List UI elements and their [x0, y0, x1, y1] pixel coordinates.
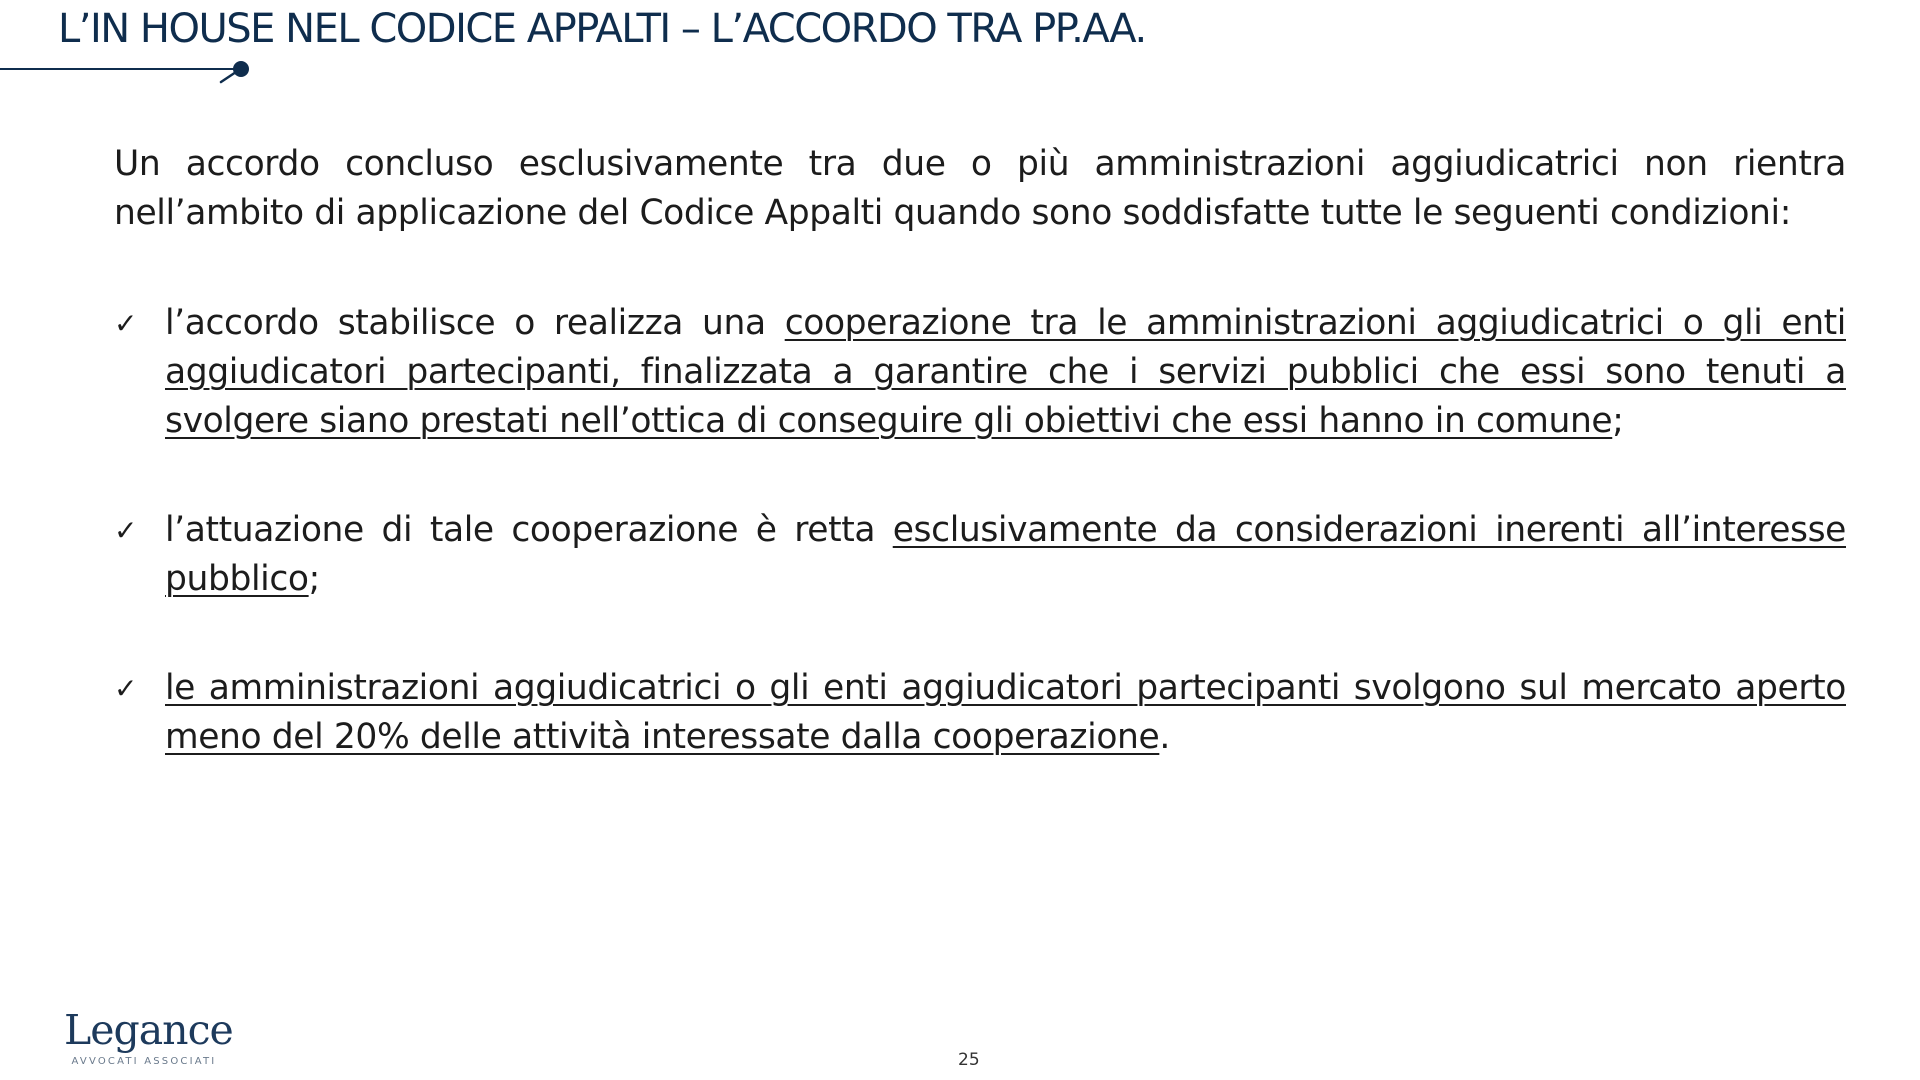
- condition-lead-text: l’accordo stabilisce o realizza una: [165, 303, 785, 343]
- condition-underlined-text: le amministrazioni aggiudicatrici o gli enti aggiudicatori partecipanti svolgono sul mercato aperto meno del 20% delle attività interessate dalla cooperazione: [165, 668, 1846, 757]
- checkmark-icon: ✓: [114, 307, 138, 340]
- logo-subtitle: AVVOCATI ASSOCIATI: [71, 1056, 217, 1067]
- logo-name: Legance: [64, 1006, 233, 1054]
- slide-title: L’IN HOUSE NEL CODICE APPALTI – L’ACCORDO TRA PP.AA.: [58, 6, 1146, 52]
- legance-logo: [64, 1006, 233, 1067]
- slide-body: [114, 140, 1846, 762]
- condition-item-cooperation: [114, 299, 1846, 446]
- title-underline-tail: [221, 72, 236, 82]
- condition-item-public-interest: [114, 506, 1846, 604]
- conditions-list: [114, 299, 1846, 762]
- condition-item-market-threshold: [114, 664, 1846, 762]
- condition-lead-text: l’attuazione di tale cooperazione è retta: [165, 510, 893, 550]
- checkmark-icon: ✓: [114, 672, 138, 705]
- intro-paragraph: Un accordo concluso esclusivamente tra due o più amministrazioni aggiudicatrici non rientra nell’ambito di applicazione del Codice Appalti quando sono soddisfatte tutte le seguenti condizioni:: [114, 144, 1846, 233]
- checkmark-icon: ✓: [114, 514, 138, 547]
- condition-underlined-text: esclusivamente da considerazioni inerenti all’interesse pubblico: [165, 510, 1846, 599]
- condition-tail-text: ;: [308, 559, 320, 599]
- condition-underlined-text: cooperazione tra le amministrazioni aggiudicatrici o gli enti aggiudicatori partecipanti, finalizzata a garantire che i servizi pubblici che essi sono tenuti a svolgere siano prestati nell’ottica di conseguire gli obiettivi che essi hanno in comune: [165, 303, 1846, 441]
- condition-tail-text: .: [1159, 717, 1170, 757]
- page-number: 25: [958, 1050, 980, 1070]
- title-underline-decoration: [0, 60, 260, 84]
- condition-tail-text: ;: [1612, 401, 1624, 441]
- title-underline-dot: [233, 61, 249, 77]
